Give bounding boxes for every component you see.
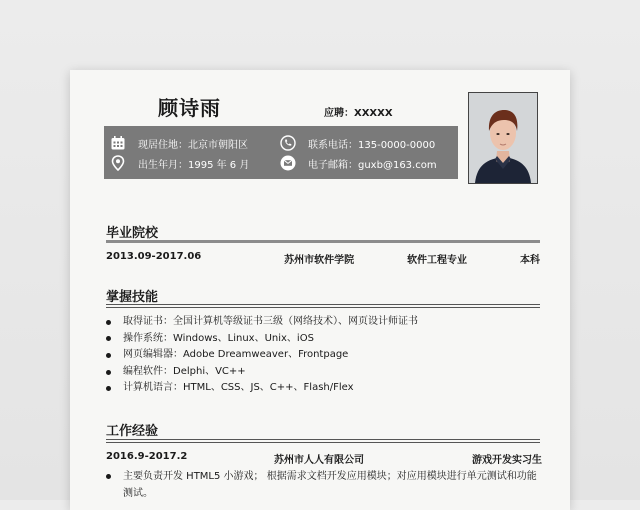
education-title: 毕业院校 xyxy=(106,226,159,241)
calendar-icon xyxy=(110,135,126,151)
list-item: 计算机语言：HTML、CSS、JS、C++、Flash/Flex xyxy=(106,380,418,397)
applied-position: 应聘：XXXXX xyxy=(324,108,393,119)
education-major: 软件工程专业 xyxy=(407,255,468,266)
list-item: 取得证书：全国计算机等级证书三级（网络技术）、网页设计师证书 xyxy=(106,314,418,331)
phone-info xyxy=(280,135,435,151)
bullet-icon xyxy=(106,336,111,341)
bullet-icon xyxy=(106,370,111,375)
work-company: 苏州市人人有限公司 xyxy=(274,455,364,466)
bullet-icon xyxy=(106,474,111,479)
skills-list xyxy=(106,314,418,397)
education-degree: 本科 xyxy=(519,255,540,266)
education-school: 苏州市软件学院 xyxy=(284,255,355,266)
envelope-icon xyxy=(280,155,296,171)
skills-title: 掌握技能 xyxy=(106,290,159,305)
resume-page xyxy=(70,70,570,510)
phone-text: 联系电话：135-0000-0000 xyxy=(308,139,436,151)
list-item: 操作系统：Windows、Linux、Unix、iOS xyxy=(106,331,418,348)
work-position: 游戏开发实习生 xyxy=(472,455,542,466)
contact-info-box xyxy=(104,126,458,179)
birth-info xyxy=(110,155,249,171)
work-divider-top xyxy=(106,439,540,440)
address-info xyxy=(110,135,248,151)
work-period: 2016.9-2017.2 xyxy=(106,451,188,462)
work-divider-bottom xyxy=(106,442,540,443)
address-text: 现居住地：北京市朝阳区 xyxy=(138,139,248,151)
work-title: 工作经验 xyxy=(106,424,159,439)
birth-text: 出生年月：1995 年 6 月 xyxy=(138,159,250,171)
bullet-icon xyxy=(106,386,111,391)
list-item: 编程软件：Delphi、VC++ xyxy=(106,364,418,381)
email-text: 电子邮箱：guxb@163.com xyxy=(308,159,437,171)
skills-divider-bottom xyxy=(106,307,540,308)
education-divider xyxy=(106,240,540,243)
email-info xyxy=(280,155,437,171)
candidate-name: 顾诗雨 xyxy=(158,96,221,120)
phone-icon xyxy=(280,135,296,151)
bullet-icon xyxy=(106,353,111,358)
skills-divider-top xyxy=(106,304,540,305)
location-pin-icon xyxy=(110,155,126,171)
list-item: 网页编辑器：Adobe Dreamweaver、Frontpage xyxy=(106,347,418,364)
bullet-icon xyxy=(106,320,111,325)
work-description-text: 主要负责开发 HTML5 小游戏； 根据需求文档开发应用模块；对应用模块进行单元测试和功能测试。 xyxy=(123,471,537,499)
education-row xyxy=(106,251,540,266)
education-period: 2013.09-2017.06 xyxy=(106,251,202,262)
profile-photo xyxy=(468,92,538,184)
work-description xyxy=(106,468,546,502)
